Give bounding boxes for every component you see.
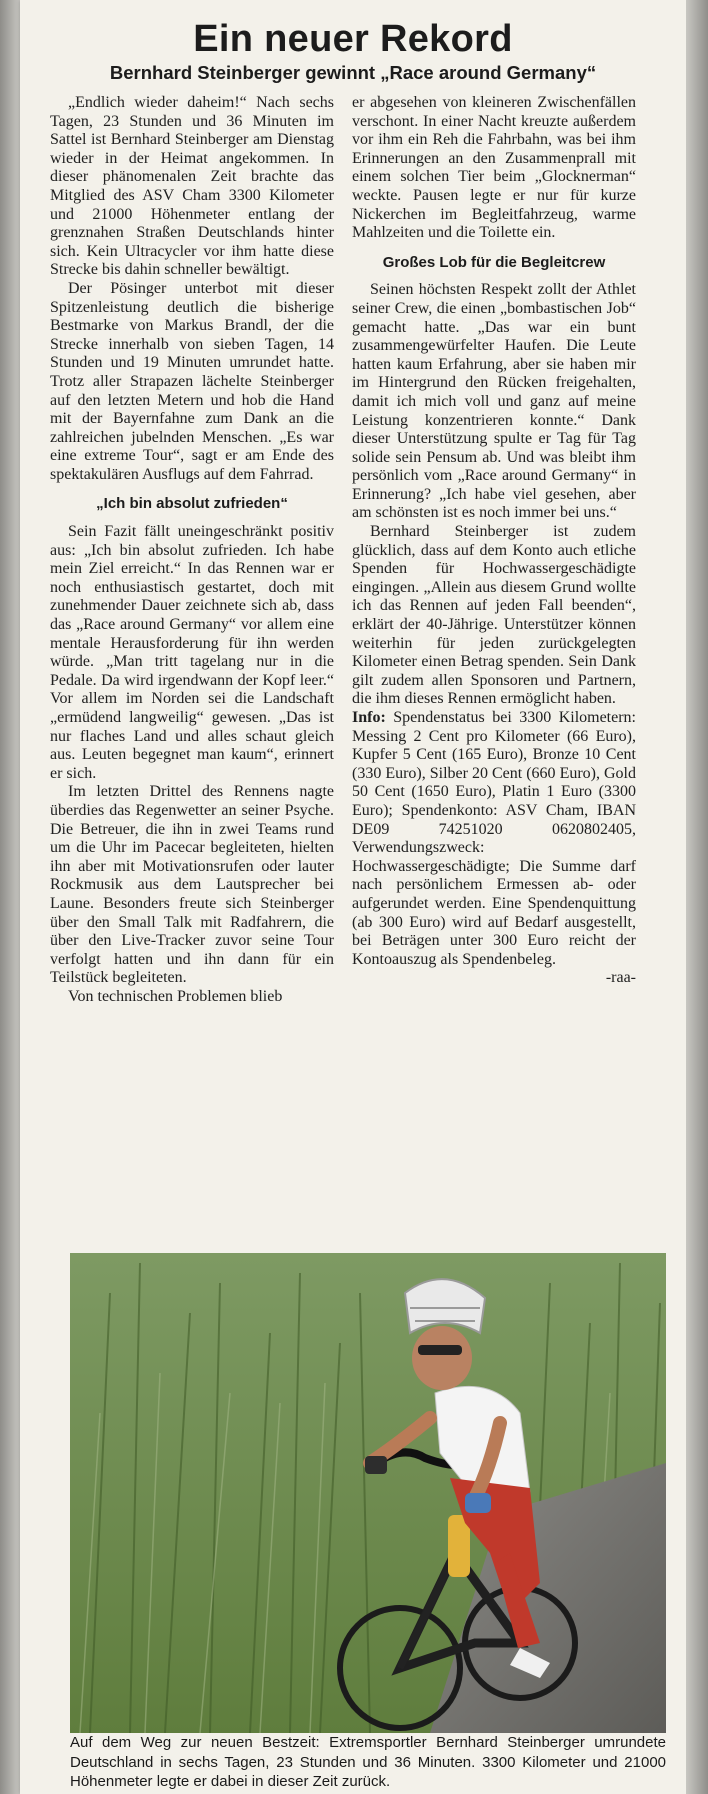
paragraph: Seinen höchsten Respekt zollt der Athlet seiner Crew, die einen „bombastischen Job“ gemacht hatte. „Das war ein bunt zusammengewürfelter Haufen. Die Leute hatten kaum Erfahrung, aber sie haben mir im Hintergrund den Rücken freigehalten, damit ich mich voll und ganz auf meine Leistung konzentrieren konnte.“ Dank dieser Unterstützung spulte er Tag für Tag solide sein Pensum ab. Und was bleibt ihm persönlich vom „Race around Germany“ in Erinnerung? „Ich habe viel gesehen, aber am schönsten ist es noch immer bei uns.“ bbox=[352, 281, 636, 522]
photo-caption: Auf dem Weg zur neuen Bestzeit: Extremsportler Bernhard Steinberger umrundete Deutschland in sechs Tagen, 23 Stunden und 36 Minuten. 3300 Kilometer und 21000 Höhenmeter legte er dabei in dieser Zeit zurück. bbox=[70, 1734, 666, 1790]
headline: Ein neuer Rekord bbox=[193, 18, 513, 60]
info-text: Spendenstatus bei 3300 Kilometern: Messing 2 Cent pro Kilometer (66 Euro), Kupfer 5 Cent (165 Euro), Bronze 10 Cent (330 Euro), Silber 20 Cent (660 Euro), Gold 50 Cent (1650 Euro), Platin 1 Euro (3300 Euro); Spendenkonto: ASV Cham, IBAN DE09 74251020 0620802405, Verwendungszweck: Hochwassergeschädigte; Die Summe darf nach persönlichem Ermessen ab- oder aufgerundet werden. Eine Spendenquittung (ab 300 Euro) wird auf Bedarf ausgestellt, bei Beträgen unter 300 Euro reicht der Kontoauszug als Spendenbeleg. bbox=[352, 709, 636, 968]
author-signature: -raa- bbox=[605, 969, 636, 987]
info-box bbox=[352, 709, 636, 969]
page-right-edge bbox=[686, 0, 708, 1794]
paragraph: Bernhard Steinberger ist zudem glücklich, dass auf dem Konto auch etliche Spenden für Hochwassergeschädigte eingingen. „Allein aus diesem Grund wollte ich das Rennen auf jeden Fall beenden“, erklärt der 40-Jährige. Unterstützer können weiterhin für jeden zurückgelegten Kilometer einen Betrag spenden. Sein Dank gilt zudem allen Sponsoren und Partnern, die ihm dieses Rennen ermöglicht haben. bbox=[352, 523, 636, 708]
paragraph: „Endlich wieder daheim!“ Nach sechs Tagen, 23 Stunden und 36 Minuten im Sattel ist Bernhard Steinberger am Dienstag wieder in der Heimat angekommen. In dieser phänomenalen Zeit brachte das Mitglied des ASV Cham 3300 Kilometer und 21000 Höhenmeter entlang der grenznahen Straßen Deutschlands hinter sich. Kein Ultracycler vor ihm hatte diese Strecke bis dahin schneller bewältigt. bbox=[50, 94, 334, 279]
paragraph: er abgesehen von kleineren Zwischenfällen verschont. In einer Nacht kreuzte außerdem vor ihm ein Reh die Fahrbahn, was bei ihm Erinnerungen an den Zusammenprall mit einem solchen Tier beim „Glocknerman“ weckte. Pausen legte er nur für kurze Nickerchen im Begleitfahrzeug, warme Mahlzeiten und die Toilette ein. bbox=[352, 94, 636, 242]
cyclist-photo bbox=[70, 1253, 666, 1733]
info-label: Info: bbox=[352, 709, 386, 726]
article-column-left bbox=[50, 94, 334, 1007]
paragraph: Im letzten Drittel des Rennens nagte überdies das Regenwetter an seiner Psyche. Die Betreuer, die ihn in zwei Teams rund um die Uhr im Pacecar begleiteten, hielten ihn aber mit Motivationsrufen oder lauter Rockmusik aus dem Lautsprecher bei Laune. Besonders freute sich Steinberger über den Small Talk mit Radfahrern, die über den Live-Tracker zuvor seine Tour verfolgt hatten und ihn dann für ein Teilstück begleiteten. bbox=[50, 783, 334, 987]
paragraph: Der Pösinger unterbot mit dieser Spitzenleistung deutlich die bisherige Bestmarke von Markus Brandl, der die Strecke innerhalb von sieben Tagen, 14 Stunden und 19 Minuten umrundet hatte. Trotz aller Strapazen lächelte Steinberger auf den letzten Metern und hob die Hand mit der Bayernfahne zum Dank an die zahlreichen jubelnden Menschen. „Es war eine extreme Tour“, sagt er am Ende des spektakulären Ausflugs auf dem Fahrrad. bbox=[50, 279, 334, 483]
paragraph: Von technischen Problemen blieb bbox=[68, 987, 283, 1005]
newspaper-clipping bbox=[20, 0, 686, 1794]
paragraph: Sein Fazit fällt uneingeschränkt positiv aus: „Ich bin absolut zufrieden. Ich habe mein Ziel erreicht.“ In das Rennen war er noch enthusiastisch gestartet, doch mit zunehmender Dauer zeichnete sich ab, dass das „Race around Germany“ vor allem eine mentale Herausforderung für ihn werden würde. „Man tritt tagelang nur in die Pedale. Da wird irgendwann der Kopf leer.“ Vor allem im Norden sei die Landschaft „ermüdend langweilig“ gewesen. „Das ist nur flaches Land und alles schaut gleich aus. Leuten begegnet man kaum“, erinnert er sich. bbox=[50, 523, 334, 782]
article-photo bbox=[70, 1253, 666, 1733]
page-left-edge bbox=[0, 0, 20, 1794]
article-column-right bbox=[352, 94, 636, 988]
subheadline: Bernhard Steinberger gewinnt „Race around Germany“ bbox=[109, 62, 597, 83]
section-heading: Großes Lob für die Begleitcrew bbox=[382, 253, 606, 271]
section-heading: „Ich bin absolut zufrieden“ bbox=[96, 495, 288, 513]
